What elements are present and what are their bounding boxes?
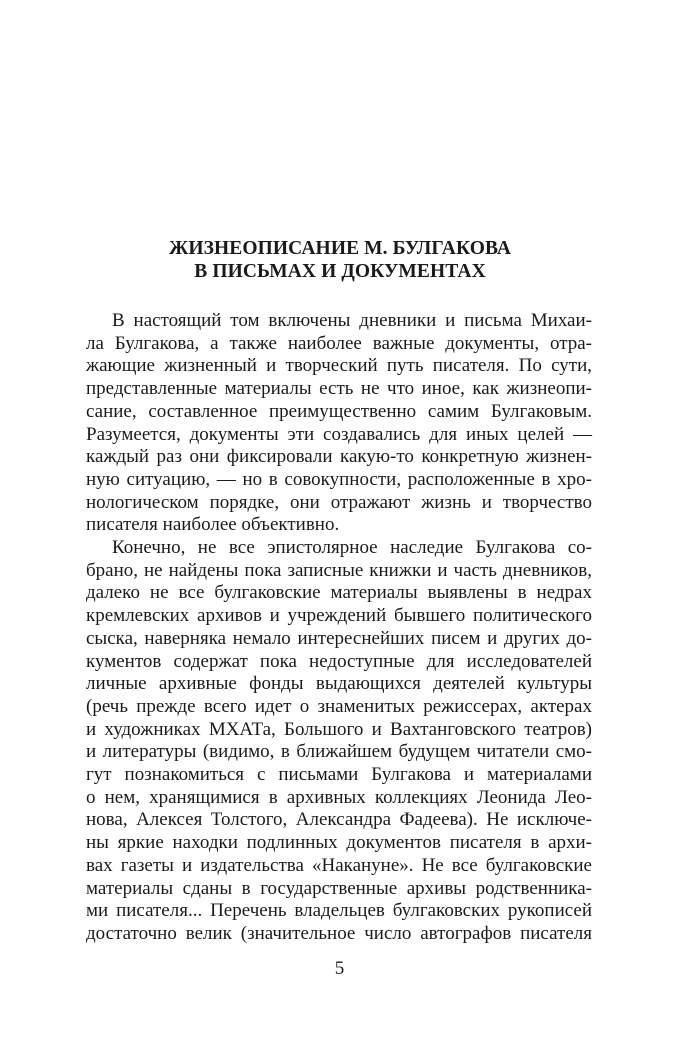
text-line: достаточно велик (значительное число автографов писателя [86, 922, 592, 944]
heading-line-1: ЖИЗНЕОПИСАНИЕ М. БУЛГАКОВА [168, 238, 512, 259]
text-line: гут познакомиться с письмами Булгакова и материалами [86, 764, 592, 786]
text-line: (речь прежде всего идет о знаменитых режиссерах, актерах [86, 695, 592, 717]
text-line: и художниках МХАТа, Большого и Вахтанговского театров) [86, 718, 592, 740]
text-line: ны яркие находки подлинных документов писателя в архи- [86, 832, 592, 854]
chapter-heading [90, 237, 590, 283]
text-line: материалы сданы в государственные архивы родственника- [86, 877, 592, 899]
text-line: нологическом порядке, они отражают жизнь и творчество [86, 491, 592, 513]
text-line: сыска, наверняка немало интереснейших писем и других до- [86, 627, 592, 649]
text-line: кументов содержат пока недоступные для исследователей [86, 650, 592, 672]
text-line: В настоящий том включены дневники и письма Михаи- [112, 310, 592, 331]
text-line: ми писателя... Перечень владельцев булгаковских рукописей [86, 900, 592, 922]
text-line: и литературы (видимо, в ближайшем будущем читатели смо- [86, 741, 592, 763]
text-line: далеко не все булгаковские материалы выявлены в недрах [86, 582, 592, 604]
text-line: Разумеется, документы эти создавались для иных целей — [86, 423, 592, 445]
text-line: ла Булгакова, а также наиболее важные документы, отра- [86, 332, 592, 354]
text-line: нова, Алексея Толстого, Александра Фадеева). Не исключе- [86, 809, 592, 831]
text-line: о нем, хранящимися в архивных коллекциях Леонида Лео- [86, 786, 592, 808]
text-line: сание, составленное преимущественно самим Булгаковым. [86, 400, 592, 422]
text-line: вах газеты и издательства «Накануне». Не все булгаковские [86, 854, 592, 876]
text-line: брано, не найдены пока записные книжки и часть дневников, [86, 559, 592, 581]
page-number: 5 [334, 958, 345, 979]
body-text [86, 310, 592, 946]
text-line: кремлевских архивов и учреждений бывшего политического [86, 605, 592, 627]
text-line: представленные материалы есть не что иное, как жизнеопи- [86, 378, 592, 400]
text-line: писателя наиболее объективно. [86, 514, 340, 536]
heading-line-2: В ПИСЬМАХ И ДОКУМЕНТАХ [194, 261, 486, 282]
text-line: жающие жизненный и творческий путь писателя. По сути, [86, 355, 592, 377]
text-line: личные архивные фонды выдающихся деятелей культуры [86, 673, 592, 695]
text-line: Конечно, не все эпистолярное наследие Булгакова со- [112, 537, 592, 559]
text-line: каждый раз они фиксировали какую-то конкретную жизнен- [86, 446, 592, 468]
text-line: ную ситуацию, — но в совокупности, расположенные в хро- [86, 468, 592, 490]
